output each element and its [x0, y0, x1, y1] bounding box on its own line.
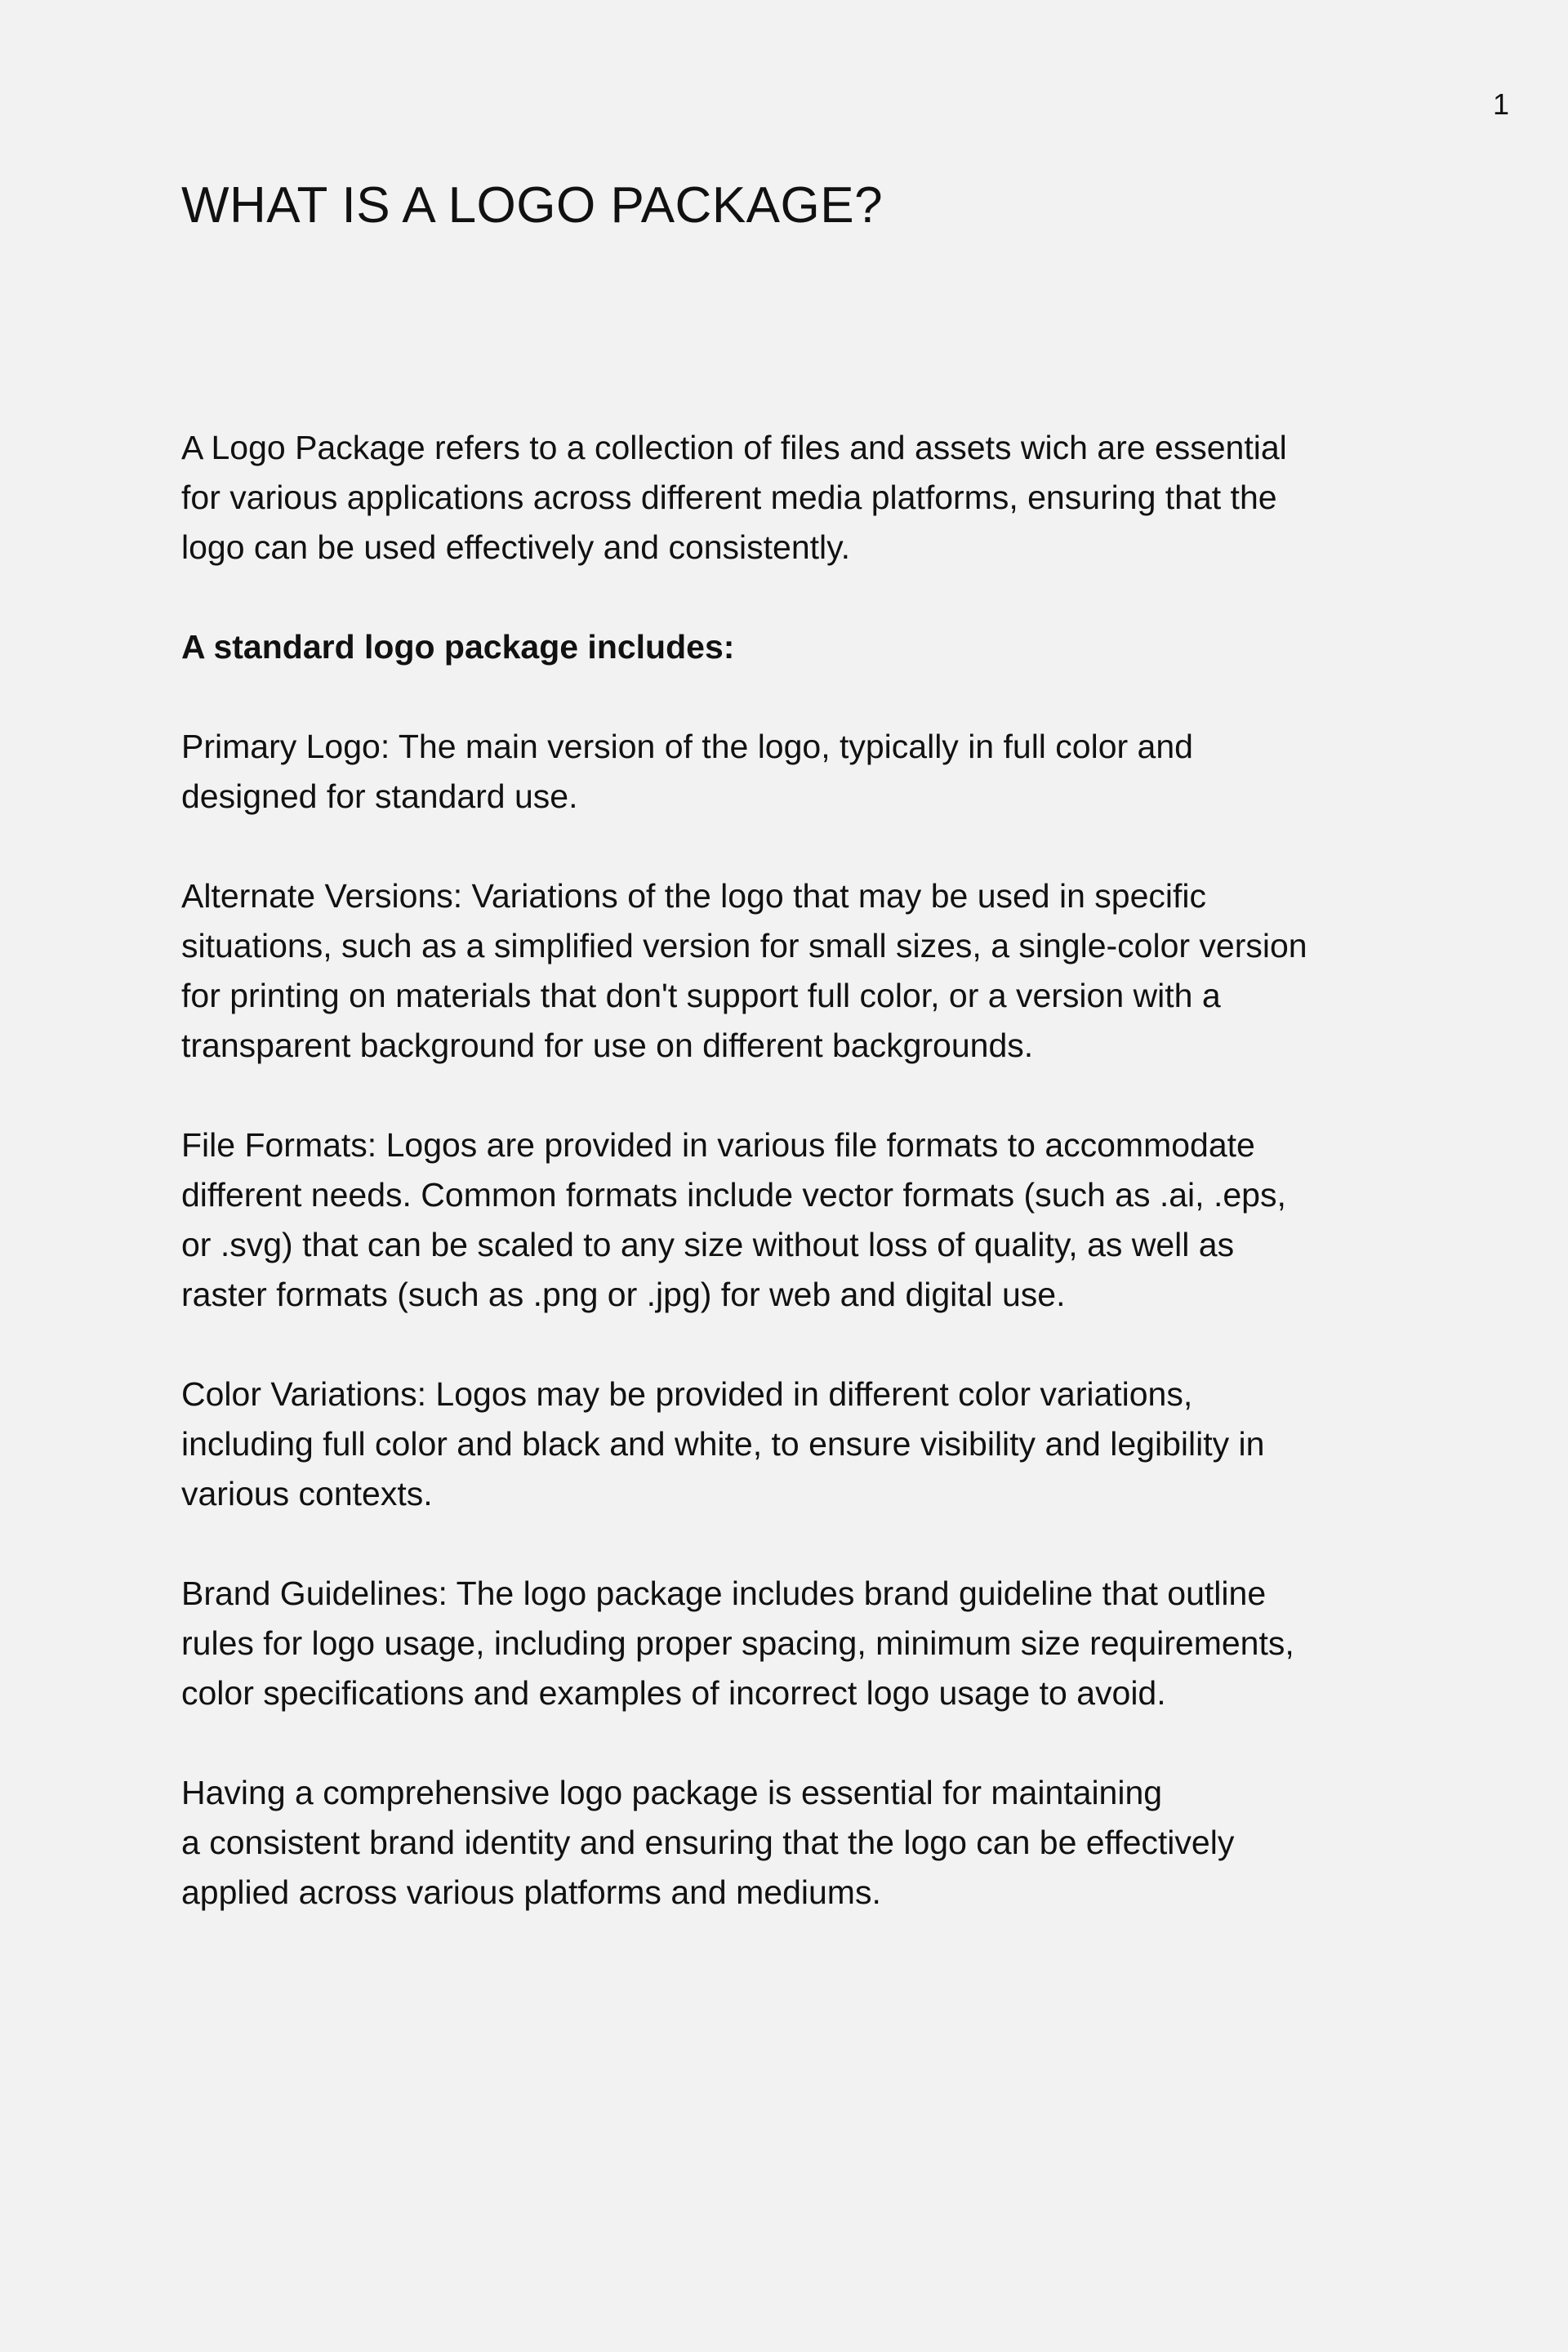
- conclusion-paragraph: [181, 1768, 1341, 1918]
- text-line: logo can be used effectively and consistently.: [181, 528, 850, 566]
- document-body: [181, 423, 1341, 1918]
- text-line: a consistent brand identity and ensuring that the logo can be effectively: [181, 1824, 1235, 1861]
- text-line: for printing on materials that don't support full color, or a version with a: [181, 977, 1221, 1014]
- brand-guidelines-paragraph: [181, 1569, 1341, 1718]
- text-line: or .svg) that can be scaled to any size without loss of quality, as well as: [181, 1226, 1235, 1263]
- document-content: [181, 173, 1341, 1967]
- package-includes-heading: A standard logo package includes:: [181, 628, 735, 666]
- page-title: WHAT IS A LOGO PACKAGE?: [181, 177, 884, 234]
- intro-paragraph: [181, 423, 1341, 572]
- text-line: for various applications across different media platforms, ensuring that the: [181, 479, 1277, 516]
- text-line: transparent background for use on different backgrounds.: [181, 1027, 1034, 1064]
- text-line: Having a comprehensive logo package is essential for maintaining: [181, 1774, 1163, 1811]
- text-line: different needs. Common formats include vector formats (such as .ai, .eps,: [181, 1176, 1286, 1214]
- text-line: File Formats: Logos are provided in various file formats to accommodate: [181, 1126, 1255, 1164]
- text-line: applied across various platforms and mediums.: [181, 1873, 881, 1911]
- text-line: including full color and black and white, to ensure visibility and legibility in: [181, 1425, 1265, 1463]
- text-line: raster formats (such as .png or .jpg) for web and digital use.: [181, 1276, 1066, 1313]
- text-line: Primary Logo: The main version of the logo, typically in full color and: [181, 728, 1193, 765]
- file-formats-paragraph: [181, 1120, 1341, 1320]
- text-line: designed for standard use.: [181, 777, 578, 815]
- text-line: Brand Guidelines: The logo package includes brand guideline that outline: [181, 1575, 1267, 1612]
- color-variations-paragraph: [181, 1370, 1341, 1519]
- text-line: various contexts.: [181, 1475, 433, 1512]
- text-line: Alternate Versions: Variations of the logo that may be used in specific: [181, 877, 1207, 915]
- text-line: Color Variations: Logos may be provided in different color variations,: [181, 1375, 1193, 1413]
- alternate-versions-paragraph: [181, 871, 1341, 1071]
- text-line: A Logo Package refers to a collection of files and assets wich are essential: [181, 429, 1287, 466]
- text-line: situations, such as a simplified version for small sizes, a single-color version: [181, 927, 1307, 964]
- text-line: rules for logo usage, including proper spacing, minimum size requirements,: [181, 1624, 1294, 1662]
- primary-logo-paragraph: [181, 722, 1341, 822]
- text-line: color specifications and examples of incorrect logo usage to avoid.: [181, 1674, 1166, 1712]
- page-number: 1: [1492, 87, 1509, 121]
